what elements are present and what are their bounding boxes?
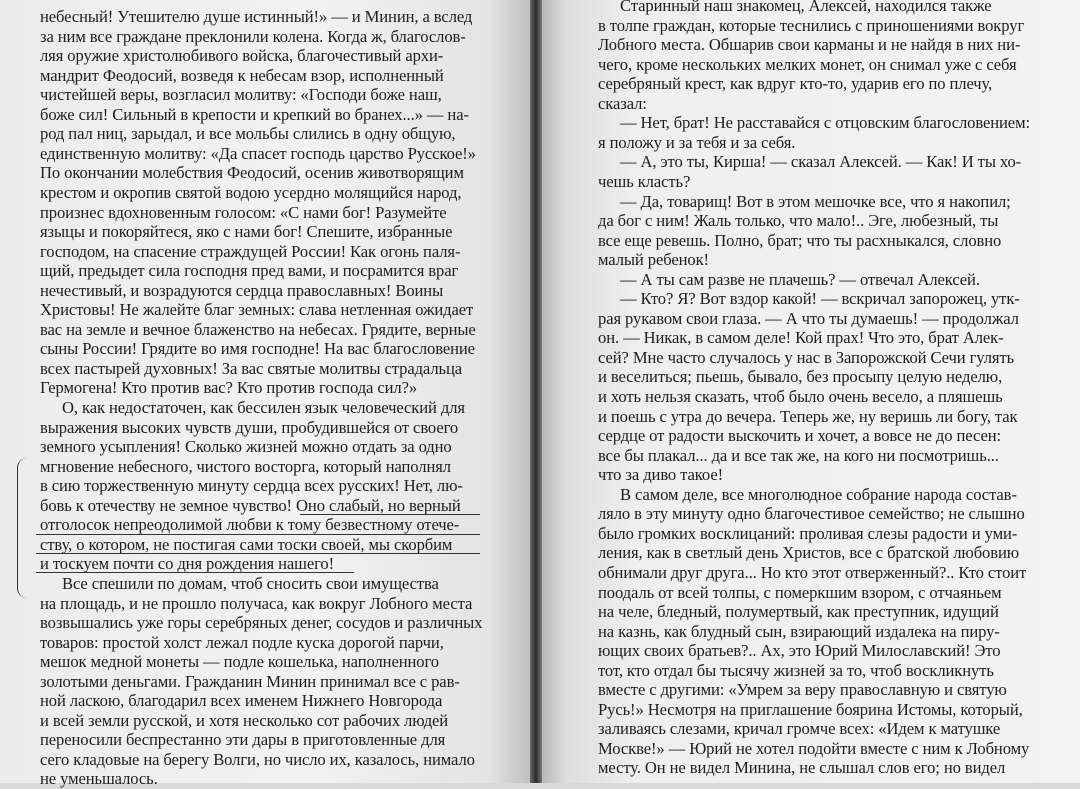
pen-underline [300, 514, 480, 515]
text-line: переносили беспрестанно эти дары в приготовленные для [40, 730, 446, 750]
text-line: произнес вдохновенным голосом: «С нами бог! Разумейте [40, 202, 447, 222]
text-line: сыны России! Грядите во имя господне! На вас благословение [40, 339, 475, 359]
text-line: единственную молитву: «Да спасет господь царство Русское!» [40, 143, 476, 163]
text-line: языцы и покоряйтеся, яко с нами бог! Спешите, избранные [40, 222, 453, 242]
text-line: и поешь с утра до вечера. Теперь же, ну веришь ли богу, так [598, 406, 1018, 426]
text-line: что за диво такое! [598, 465, 724, 485]
text-line: мешок медной монеты — подле кошелька, наполненного [40, 652, 439, 672]
text-line: По окончании молебствия Феодосий, осенив животворящим [40, 163, 464, 183]
text-line: чешь класть? [598, 171, 691, 191]
text-line: Русь!» Несмотря на приглашение боярина Истомы, который, [598, 699, 1023, 719]
text-line: было громких восклицаний: проливая слезы радости и уми- [598, 523, 1018, 543]
text-line: В самом деле, все многолюдное собрание народа состав- [620, 484, 1017, 504]
text-line: за ним все граждане преклонили колена. Когда ж, благослов- [40, 26, 466, 46]
text-line: Лобного места. Обшарив свои карманы и не найдя в них ни- [598, 35, 1021, 55]
text-line: нечестивый, и возрадуются сердца православных! Воины [40, 280, 444, 300]
text-line: род пал ниц, зарыдал, и все мольбы слились в одну общую, [40, 124, 456, 144]
text-line: на площадь, и не прошло получаса, как вокруг Лобного места [40, 593, 473, 613]
text-line: месту. Он не видел Минина, не слышал слов его; но видел [598, 758, 1006, 778]
text-line: возвышались уже горы серебряных денег, сосудов и различных [40, 613, 483, 633]
text-line: чистейшей веры, возгласил молитву: «Господи боже наш, [40, 85, 442, 105]
text-line: О, как недостаточен, как бессилен язык человеческий для [62, 398, 465, 417]
text-line: на казнь, как блудный сын, взирающий издалека на пиру- [598, 621, 1000, 641]
text-line: рая рукавом свои глаза. — А что ты думаешь! — продолжал [598, 308, 1019, 328]
text-line: и тоскуем почти со дня рождения нашего! [40, 554, 335, 574]
text-line: крестом и окропив святой водою усердно молящийся народ, [40, 182, 462, 202]
text-line: отголосок непреодолимой любви к тому безвестному отече- [40, 515, 460, 535]
text-line: вас на земле и вечное блаженство на небесах. Грядите, верные [40, 319, 476, 339]
text-line: — Да, товарищ! Вот в этом мешочке все, что я накопил; [620, 191, 1011, 211]
text-line: господом, на спасение страждущей России! Как огонь паля- [40, 241, 461, 261]
text-line: товаров: простой холст лежал подле куска дорогой парчи, [40, 632, 444, 652]
margin-pen-bracket [17, 458, 32, 598]
text-line: чего, кроме нескольких мелких монет, он снимал уже с себя [598, 54, 1017, 74]
text-line: — А ты сам разве не плачешь? — отвечал Алексей. [620, 269, 980, 289]
text-line: мандрит Феодосий, возведя к небесам взор, исполненный [40, 65, 444, 85]
text-line: — Нет, брат! Не расставайся с отцовским благословением: [620, 113, 1030, 133]
text-line: сей? Мне часто случалось у нас в Запорожской Сечи гулять [598, 347, 1015, 367]
text-line: Христовы! Не жалейте благ земных: слава нетленная ожидает [40, 300, 474, 320]
text-line: да бог с ним! Жаль только, что мало!.. Эге, любезный, ты [598, 211, 999, 231]
text-line: малый ребенок! [598, 250, 709, 270]
text-line: ству, о котором, не постигая сами тоски своей, мы скорбим [40, 534, 453, 554]
text-line: ляя оружие христолюбивого войска, благочестивый архи- [40, 46, 444, 66]
text-line: сего кладовые на берегу Волги, но число их, казалось, нимало [40, 749, 475, 769]
text-line: сказал: [598, 93, 647, 113]
text-line: Все спешили по домам, чтоб сносить свои имущества [62, 573, 439, 593]
text-line: бовь к отечеству не земное чувство! Оно слабый, но верный [40, 495, 461, 515]
pen-underline [36, 572, 354, 573]
text-line: мгновение небесного, чистого восторга, который наполнял [40, 456, 451, 476]
text-line: — Кто? Я? Вот вздор какой! — вскричал запорожец, утк- [620, 289, 1020, 309]
text-line: на челе, бледный, полумертвый, как преступник, идущий [598, 602, 999, 622]
text-line: обнимали друг друга... Но кто этот отверженный?.. Кто стоит [598, 562, 1027, 582]
text-line: Гермогена! Кто против вас? Кто против господа сил?» [40, 378, 418, 398]
text-line: и веселиться; пьешь, бывало, без просыпу целую неделю, [598, 367, 1003, 387]
text-line: все бы плакал... да и все так же, на кого ни посмотришь... [598, 445, 999, 465]
text-line: — А, это ты, Кирша! — сказал Алексей. — Как! И ты хо- [620, 152, 1022, 172]
text-line: заливаясь слезами, кричал громче всех: «Идем к матушке [598, 719, 1001, 739]
text-line: щий, предыдет сила господня пред вами, и посрамится враг [40, 261, 459, 281]
text-line: земного усыпления! Сколько жизней можно отдать за одно [40, 437, 452, 457]
text-line: сердце от радости выскочить и хочет, а вовсе не до песен: [598, 426, 1002, 446]
text-line: боже сил! Сильный в крепости и крепкий во бранех...» — на- [40, 104, 469, 124]
text-line: Старинный наш знакомец, Алексей, находился также [620, 0, 992, 15]
text-line: и хоть нельзя сказать, чтоб было очень весело, а пляшешь [598, 387, 1003, 406]
text-line: он. — Никак, в самом деле! Кой прах! Что это, брат Алек- [598, 328, 1004, 348]
pen-underline [36, 534, 480, 535]
text-line: ющих своих братьев?.. Ах, это Юрий Милославский! Это [598, 641, 1001, 661]
text-line: все еще ревешь. Полно, брат; что ты расхныкался, словно [598, 230, 1002, 250]
text-line: небесный! Утешителю душе истинный!» — и Минин, а вслед [40, 7, 473, 26]
text-line: золотыми деньгами. Гражданин Минин принимал все с рав- [40, 671, 460, 691]
text-line: я положу и за тебя и за себя. [598, 132, 796, 152]
text-line: Москве!» — Юрий не хотел подойти вместе с ним к Лобному [598, 738, 1030, 758]
text-line: выражения высоких чувств души, пробудившейся от своего [40, 417, 459, 437]
text-line: ления, как в светлый день Христов, все с братской любовию [598, 543, 1020, 563]
text-line: ляло в эту минуту одно благочестивое семейство; не слышно [598, 504, 1025, 524]
pen-underline [36, 553, 480, 554]
text-line: и всей земли русской, и хотя несколько сот рабочих людей [40, 710, 449, 730]
text-line: ной ласкою, благодарил всех именем Нижнего Новгорода [40, 691, 443, 711]
text-line: вместе с другими: «Умрем за веру православную и святую [598, 680, 1007, 700]
text-line: в толпе граждан, которые теснились с приношениями вокруг [598, 15, 1025, 35]
text-line: всех пастырей духовных! За вас святые молитвы страдальца [40, 358, 463, 378]
text-line: не уменьшалось. [40, 769, 158, 789]
text-line: серебряный крест, как вдруг кто-то, ударив его по плечу, [598, 74, 993, 94]
text-line: тот, кто отдал бы тысячу жизней за то, чтоб воскликнуть [598, 660, 994, 680]
text-line: в сию торжественную минуту сердца всех русских! Нет, лю- [40, 476, 463, 496]
text-line: поодаль от всей толпы, с померкшим взором, с отчаяньем [598, 582, 1002, 602]
